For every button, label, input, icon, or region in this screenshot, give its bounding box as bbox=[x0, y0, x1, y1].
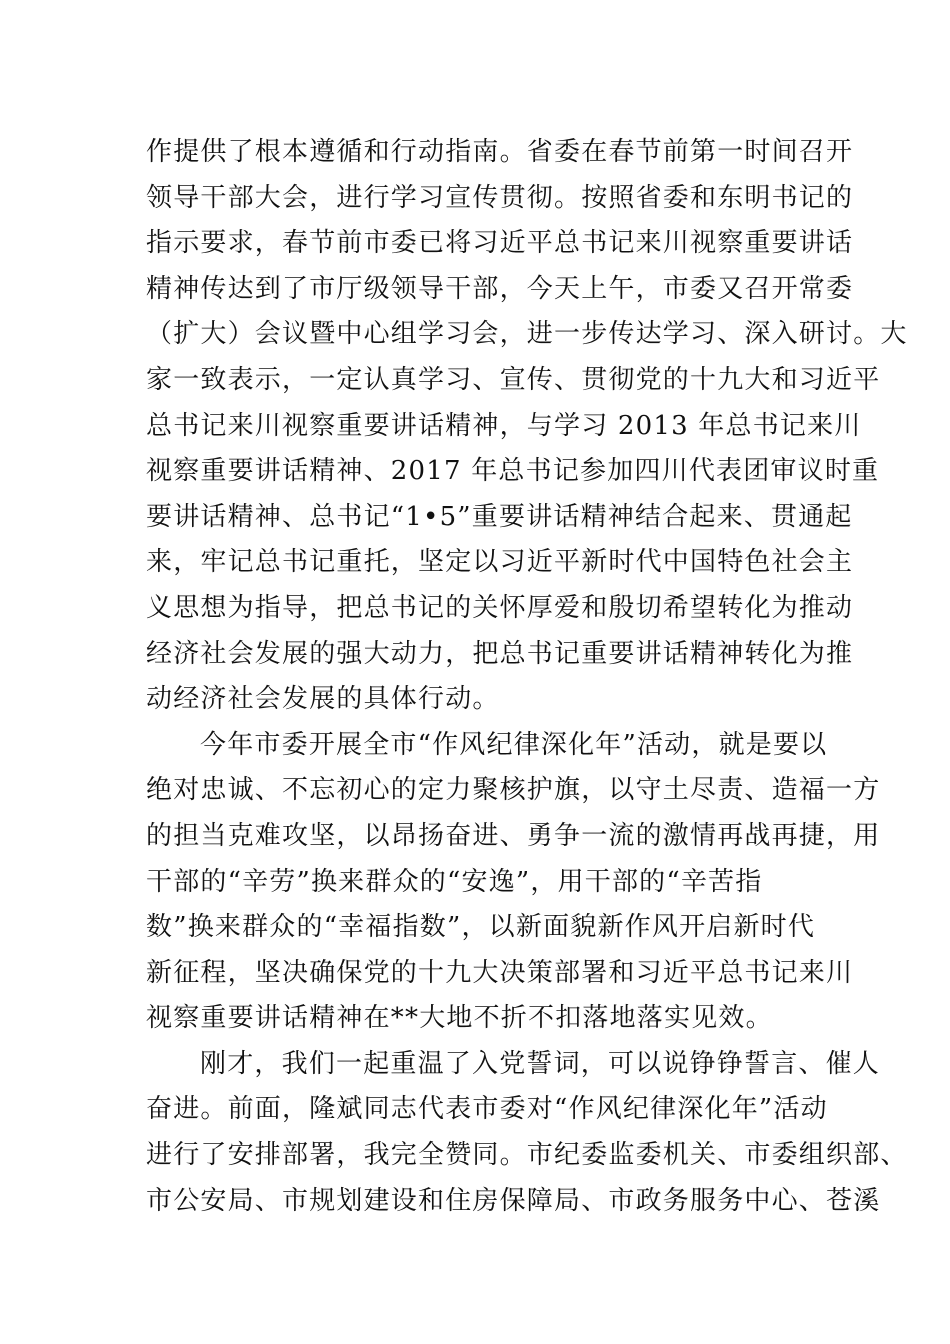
text-line: （扩大）会议暨中心组学习会，进一步传达学习、深入研讨。大 bbox=[146, 319, 908, 350]
paragraph-first-line: 今年市委开展全市“作风纪律深化年”活动，就是要以 bbox=[200, 729, 828, 760]
text-line: 绝对忠诚、不忘初心的定力聚核护旗，以守土尽责、造福一方 bbox=[146, 775, 881, 806]
text-line: 指示要求，春节前市委已将习近平总书记来川视察重要讲话 bbox=[146, 228, 854, 259]
text-line: 义思想为指导，把总书记的关怀厚爱和殷切希望转化为推动 bbox=[146, 592, 854, 623]
text-line: 精神传达到了市厅级领导干部，今天上午，市委又召开常委 bbox=[146, 273, 854, 304]
text-line: 作提供了根本遵循和行动指南。省委在春节前第一时间召开 bbox=[146, 137, 854, 167]
text-line: 来，牢记总书记重托，坚定以习近平新时代中国特色社会主 bbox=[146, 547, 854, 578]
text-line: 动经济社会发展的具体行动。 bbox=[146, 684, 500, 715]
text-line: 视察重要讲话精神在**大地不折不扣落地落实见效。 bbox=[146, 1003, 773, 1034]
text-line: 进行了安排部署，我完全赞同。市纪委监委机关、市委组织部、 bbox=[146, 1140, 908, 1171]
text-line: 总书记来川视察重要讲话精神，与学习 2013 年总书记来川 bbox=[146, 410, 862, 441]
text-line: 奋进。前面，隆斌同志代表市委对“作风纪律深化年”活动 bbox=[146, 1094, 828, 1125]
text-line: 市公安局、市规划建设和住房保障局、市政务服务中心、苍溪 bbox=[146, 1185, 881, 1216]
text-line: 经济社会发展的强大动力，把总书记重要讲话精神转化为推 bbox=[146, 638, 854, 669]
text-line: 新征程，坚决确保党的十九大决策部署和习近平总书记来川 bbox=[146, 957, 854, 988]
text-line: 视察重要讲话精神、2017 年总书记参加四川代表团审议时重 bbox=[146, 456, 880, 487]
text-line: 要讲话精神、总书记“1•5”重要讲话精神结合起来、贯通起 bbox=[146, 501, 853, 532]
body-text bbox=[146, 130, 908, 1224]
text-line: 家一致表示，一定认真学习、宣传、贯彻党的十九大和习近平 bbox=[146, 364, 881, 395]
text-line: 的担当克难攻坚，以昂扬奋进、勇争一流的激情再战再捷，用 bbox=[146, 820, 881, 851]
text-line: 领导干部大会，进行学习宣传贯彻。按照省委和东明书记的 bbox=[146, 182, 854, 213]
paragraph-first-line: 刚才，我们一起重温了入党誓词，可以说铮铮誓言、催人 bbox=[200, 1048, 881, 1079]
text-line: 干部的“辛劳”换来群众的“安逸”，用干部的“辛苦指 bbox=[146, 866, 763, 897]
text-line: 数”换来群众的“幸福指数”，以新面貌新作风开启新时代 bbox=[146, 912, 816, 943]
